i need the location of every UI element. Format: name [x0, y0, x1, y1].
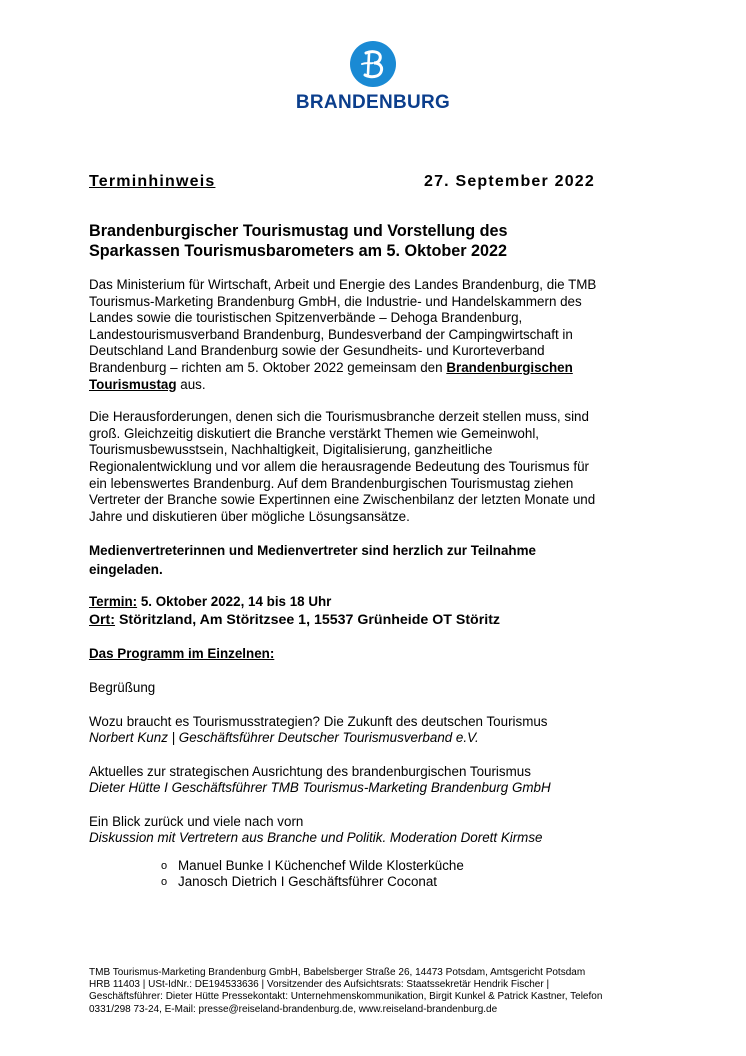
program-item-speaker: Diskussion mit Vertretern aus Branche und Politik. Moderation Dorett Kirmse — [89, 830, 543, 846]
program-item-title: Wozu braucht es Tourismusstrategien? Die Zukunft des deutschen Tourismus — [89, 713, 548, 729]
termin-label: Termin: — [89, 594, 138, 610]
logo — [0, 40, 746, 114]
document-date: 27. September 2022 — [423, 173, 595, 190]
document-type-label: Terminhinweis — [89, 173, 216, 190]
program-item-speaker: Dieter Hütte I Geschäftsführer TMB Tourismus-Marketing Brandenburg GmbH — [89, 780, 551, 796]
program-item — [89, 764, 599, 797]
document-body — [89, 172, 599, 890]
program-heading: Das Programm im Einzelnen: — [89, 646, 275, 662]
panelist: Manuel Bunke I Küchenchef Wilde Klosterküche — [178, 858, 464, 874]
page-title: Brandenburgischer Tourismustag und Vorstellung des Sparkassen Tourismusbarometers am 5. Oktober 2022 — [89, 222, 508, 260]
intro-text: Das Ministerium für Wirtschaft, Arbeit und Energie des Landes Brandenburg, die TMB Tourismus-Marketing Brandenburg GmbH, die Industrie- und Handelskammern des Landes sowie die touristischen Spitzenverbände – Dehoga Brandenburg, Landestourismusverband Brandenburg, Bundesverband der Campingwirtschaft in Deutschland Land Brandenburg sowie der Gesundheits- und Kurorteverband Brandenburg – richten am 5. Oktober 2022 gemeinsam den — [89, 277, 597, 375]
intro-paragraph — [89, 277, 599, 393]
header-row — [89, 172, 599, 192]
program-item — [89, 814, 599, 847]
list-item — [161, 874, 599, 890]
panel-list — [89, 858, 599, 890]
panelist: Janosch Dietrich I Geschäftsführer Coconat — [178, 874, 438, 890]
event-location-row — [89, 611, 599, 630]
list-item — [161, 858, 599, 874]
footer-imprint: TMB Tourismus-Marketing Brandenburg GmbH, Babelsberger Straße 26, 14473 Potsdam, Amtsgericht Potsdam HRB 11403 | USt-IdNr.: DE194533636 | Vorsitzender des Aufsichtsrats: Staatssekretär Hendrik Fischer | Geschäftsführer: Dieter Hütte Pressekontakt: Unternehmenskommunikation, Birgit Kunkel & Patrick Kastner, Telefon 0331/298 73-24, E-Mail: presse@reiseland-brandenburg.de, www.reiseland-brandenburg.de — [89, 967, 603, 1015]
tourismustag-link[interactable]: Brandenburgischen Tourismustag — [89, 359, 573, 392]
event-date-row — [89, 592, 599, 611]
brandenburg-b-logo-icon — [349, 40, 397, 88]
intro-text-end: aus. — [176, 376, 206, 392]
ort-value: Störitzland, Am Störitzsee 1, 15537 Grünheide OT Störitz — [118, 612, 501, 629]
brand-wordmark: BRANDENBURG — [295, 92, 451, 113]
program-item-title: Ein Blick zurück und viele nach vorn — [89, 813, 304, 829]
program-item-title: Aktuelles zur strategischen Ausrichtung des brandenburgischen Tourismus — [89, 763, 531, 779]
bullet-icon: o — [161, 876, 168, 889]
program-welcome: Begrüßung — [89, 679, 156, 695]
invitation-paragraph: Medienvertreterinnen und Medienvertreter sind herzlich zur Teilnahme eingeladen. — [89, 543, 536, 578]
event-details — [89, 592, 599, 630]
program-item — [89, 714, 599, 747]
termin-value: 5. Oktober 2022, 14 bis 18 Uhr — [140, 594, 332, 610]
bullet-icon: o — [161, 860, 168, 873]
challenges-paragraph: Die Herausforderungen, denen sich die Tourismusbranche derzeit stellen muss, sind groß. Gleichzeitig diskutiert die Branche verstärkt Themen wie Gemeinwohl, Tourismusbewusstsein, Nachhaltigkeit, Digitalisierung, ganzheitliche Regionalentwicklung und vor allem die herausragende Bedeutung des Tourismus für ein lebenswertes Brandenburg. Auf dem Brandenburgischen Tourismustag ziehen Vertreter der Branche sowie Expertinnen eine Zwischenbilanz der letzten Monate und Jahre und diskutieren über mögliche Lösungsansätze. — [89, 409, 596, 524]
ort-label: Ort: — [89, 612, 116, 629]
program-item-speaker: Norbert Kunz | Geschäftsführer Deutscher Tourismusverband e.V. — [89, 730, 479, 746]
